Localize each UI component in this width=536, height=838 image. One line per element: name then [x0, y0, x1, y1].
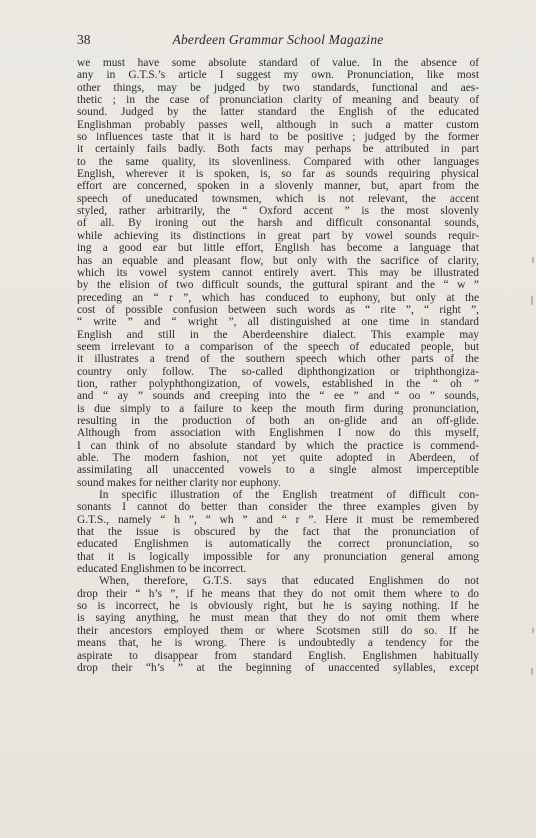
text-line: educated Englishmen to be incorrect. [77, 563, 247, 576]
text-line: When, therefore, G.T.S. says that educated Englishmen do not [99, 575, 479, 588]
text-line: and “ ay ” sounds and creeping into the “ ee ” and “ oo ” sounds, [77, 390, 479, 403]
text-line: which its vowel system cannot entirely avert. This may be illustrated [77, 266, 479, 279]
page-number: 38 [77, 32, 91, 47]
text-line: effort are concerned, spoken in a slovenly manner, but, apart from the [77, 180, 479, 193]
margin-speck [531, 296, 533, 305]
text-line: while achieving its distinctions in great part by vowel sounds requir- [77, 229, 479, 242]
margin-speck [531, 668, 533, 675]
margin-speck [532, 257, 534, 263]
article-body [77, 57, 479, 674]
text-line: to the same quality, its slovenliness. Compared with other languages [77, 155, 479, 168]
text-line: that the issue is obscured by the fact that the pronunciation of [77, 526, 479, 539]
text-line: seem irrelevant to a comparison of the speech of educated people, but [77, 340, 479, 353]
text-line: is saying anything, he must mean that they do not omit them where [77, 612, 479, 625]
text-line: aspirate to disappear from standard English. Englishmen habitually [77, 649, 479, 662]
text-line: G.T.S., namely “ h ”, “ wh ” and “ r ”. Here it must be remembered [77, 513, 479, 526]
text-line: by the elision of two difficult sounds, the guttural spirant and the “ w ” [77, 279, 479, 292]
text-line: other things, may be judged by two standards, functional and aes- [77, 81, 479, 94]
text-line: Englishman probably passes well, although in such a matter custom [77, 118, 479, 131]
text-line: assimilating all unaccented vowels to a single almost imperceptible [77, 464, 479, 477]
text-line: that it is logically impossible for any pronunciation general among [77, 550, 479, 563]
text-line: English, wherever it is spoken, is, so far as sounds requiring physical [77, 168, 479, 181]
text-line: styled, rather arbitrarily, the “ Oxford accent ” is the most slovenly [77, 205, 479, 218]
text-line: is due simply to a failure to keep the mouth firm during pronunciation, [77, 402, 479, 415]
text-line: speech of uneducated townsmen, which is not relevant, the accent [77, 192, 479, 205]
text-line: In specific illustration of the English treatment of difficult con- [99, 489, 479, 502]
text-line: means that, he is wrong. There is undoubtedly a tendency for the [77, 637, 479, 650]
text-line: of all. By ironing out the harsh and difficult consonantal sounds, [77, 217, 479, 230]
margin-speck [532, 628, 534, 633]
running-title: Aberdeen Grammar School Magazine [172, 32, 384, 47]
text-line: sonants I cannot do better than consider the three examples given by [77, 501, 479, 514]
text-line: cost of possible confusion between such words as “ rite ”, “ right ”, [77, 303, 479, 316]
text-line: “ write ” and “ wright ”, all distinguished at one time in standard [77, 316, 479, 329]
text-line: country only follow. The so-called diphthongization or triphthongiza- [77, 365, 479, 378]
text-line: drop their “ h’s ”, if he means that they do not omit them where to do [77, 587, 479, 600]
text-line: any in G.T.S.’s article I suggest my own. Pronunciation, like most [77, 69, 479, 82]
text-line: it illustrates a trend of the southern speech which other parts of the [77, 353, 479, 366]
text-line: sound. Judged by the latter standard the English of the educated [77, 106, 479, 119]
text-line: ing a good ear but little effort, English has become a language that [77, 242, 479, 255]
text-line: so influences taste that it is hard to be positive ; judged by the former [77, 131, 479, 144]
text-line: preceding an “ r ”, which has conduced to euphony, but only at the [77, 291, 479, 304]
text-line: has an equable and pleasant flow, but only with the sacrifice of clarity, [77, 254, 479, 267]
text-line: sound makes for neither clarity nor euphony. [77, 476, 281, 489]
text-line: it certainly fails badly. Both facts may perhaps be attributed in part [77, 143, 479, 156]
text-line: drop their “h’s ” at the beginning of unaccented syllables, except [77, 661, 479, 674]
text-line: I can think of no absolute standard by which the practice is commend- [77, 439, 479, 452]
text-line: Although from association with Englishmen I now do this myself, [77, 427, 479, 440]
text-line: resulting in the production of both an on-glide and an off-glide. [77, 414, 479, 427]
text-line: tion, rather polyphthongization, of vowels, established in the “ oh ” [77, 377, 479, 390]
text-line: their ancestors employed them or where Scotsmen still do so. If he [77, 624, 479, 637]
page-header [77, 32, 479, 50]
text-line: English and still in the Aberdeenshire dialect. This example may [77, 328, 479, 341]
text-line: educated Englishmen is automatically the correct pronunciation, so [77, 538, 479, 551]
text-line: so is incorrect, he is obviously right, but he is saying nothing. If he [77, 600, 479, 613]
text-line: we must have some absolute standard of value. In the absence of [77, 57, 479, 69]
text-line: thetic ; in the case of pronunciation clarity of meaning and beauty of [77, 94, 479, 107]
text-line: able. The modern fashion, not yet quite adopted in Aberdeen, of [77, 452, 479, 464]
